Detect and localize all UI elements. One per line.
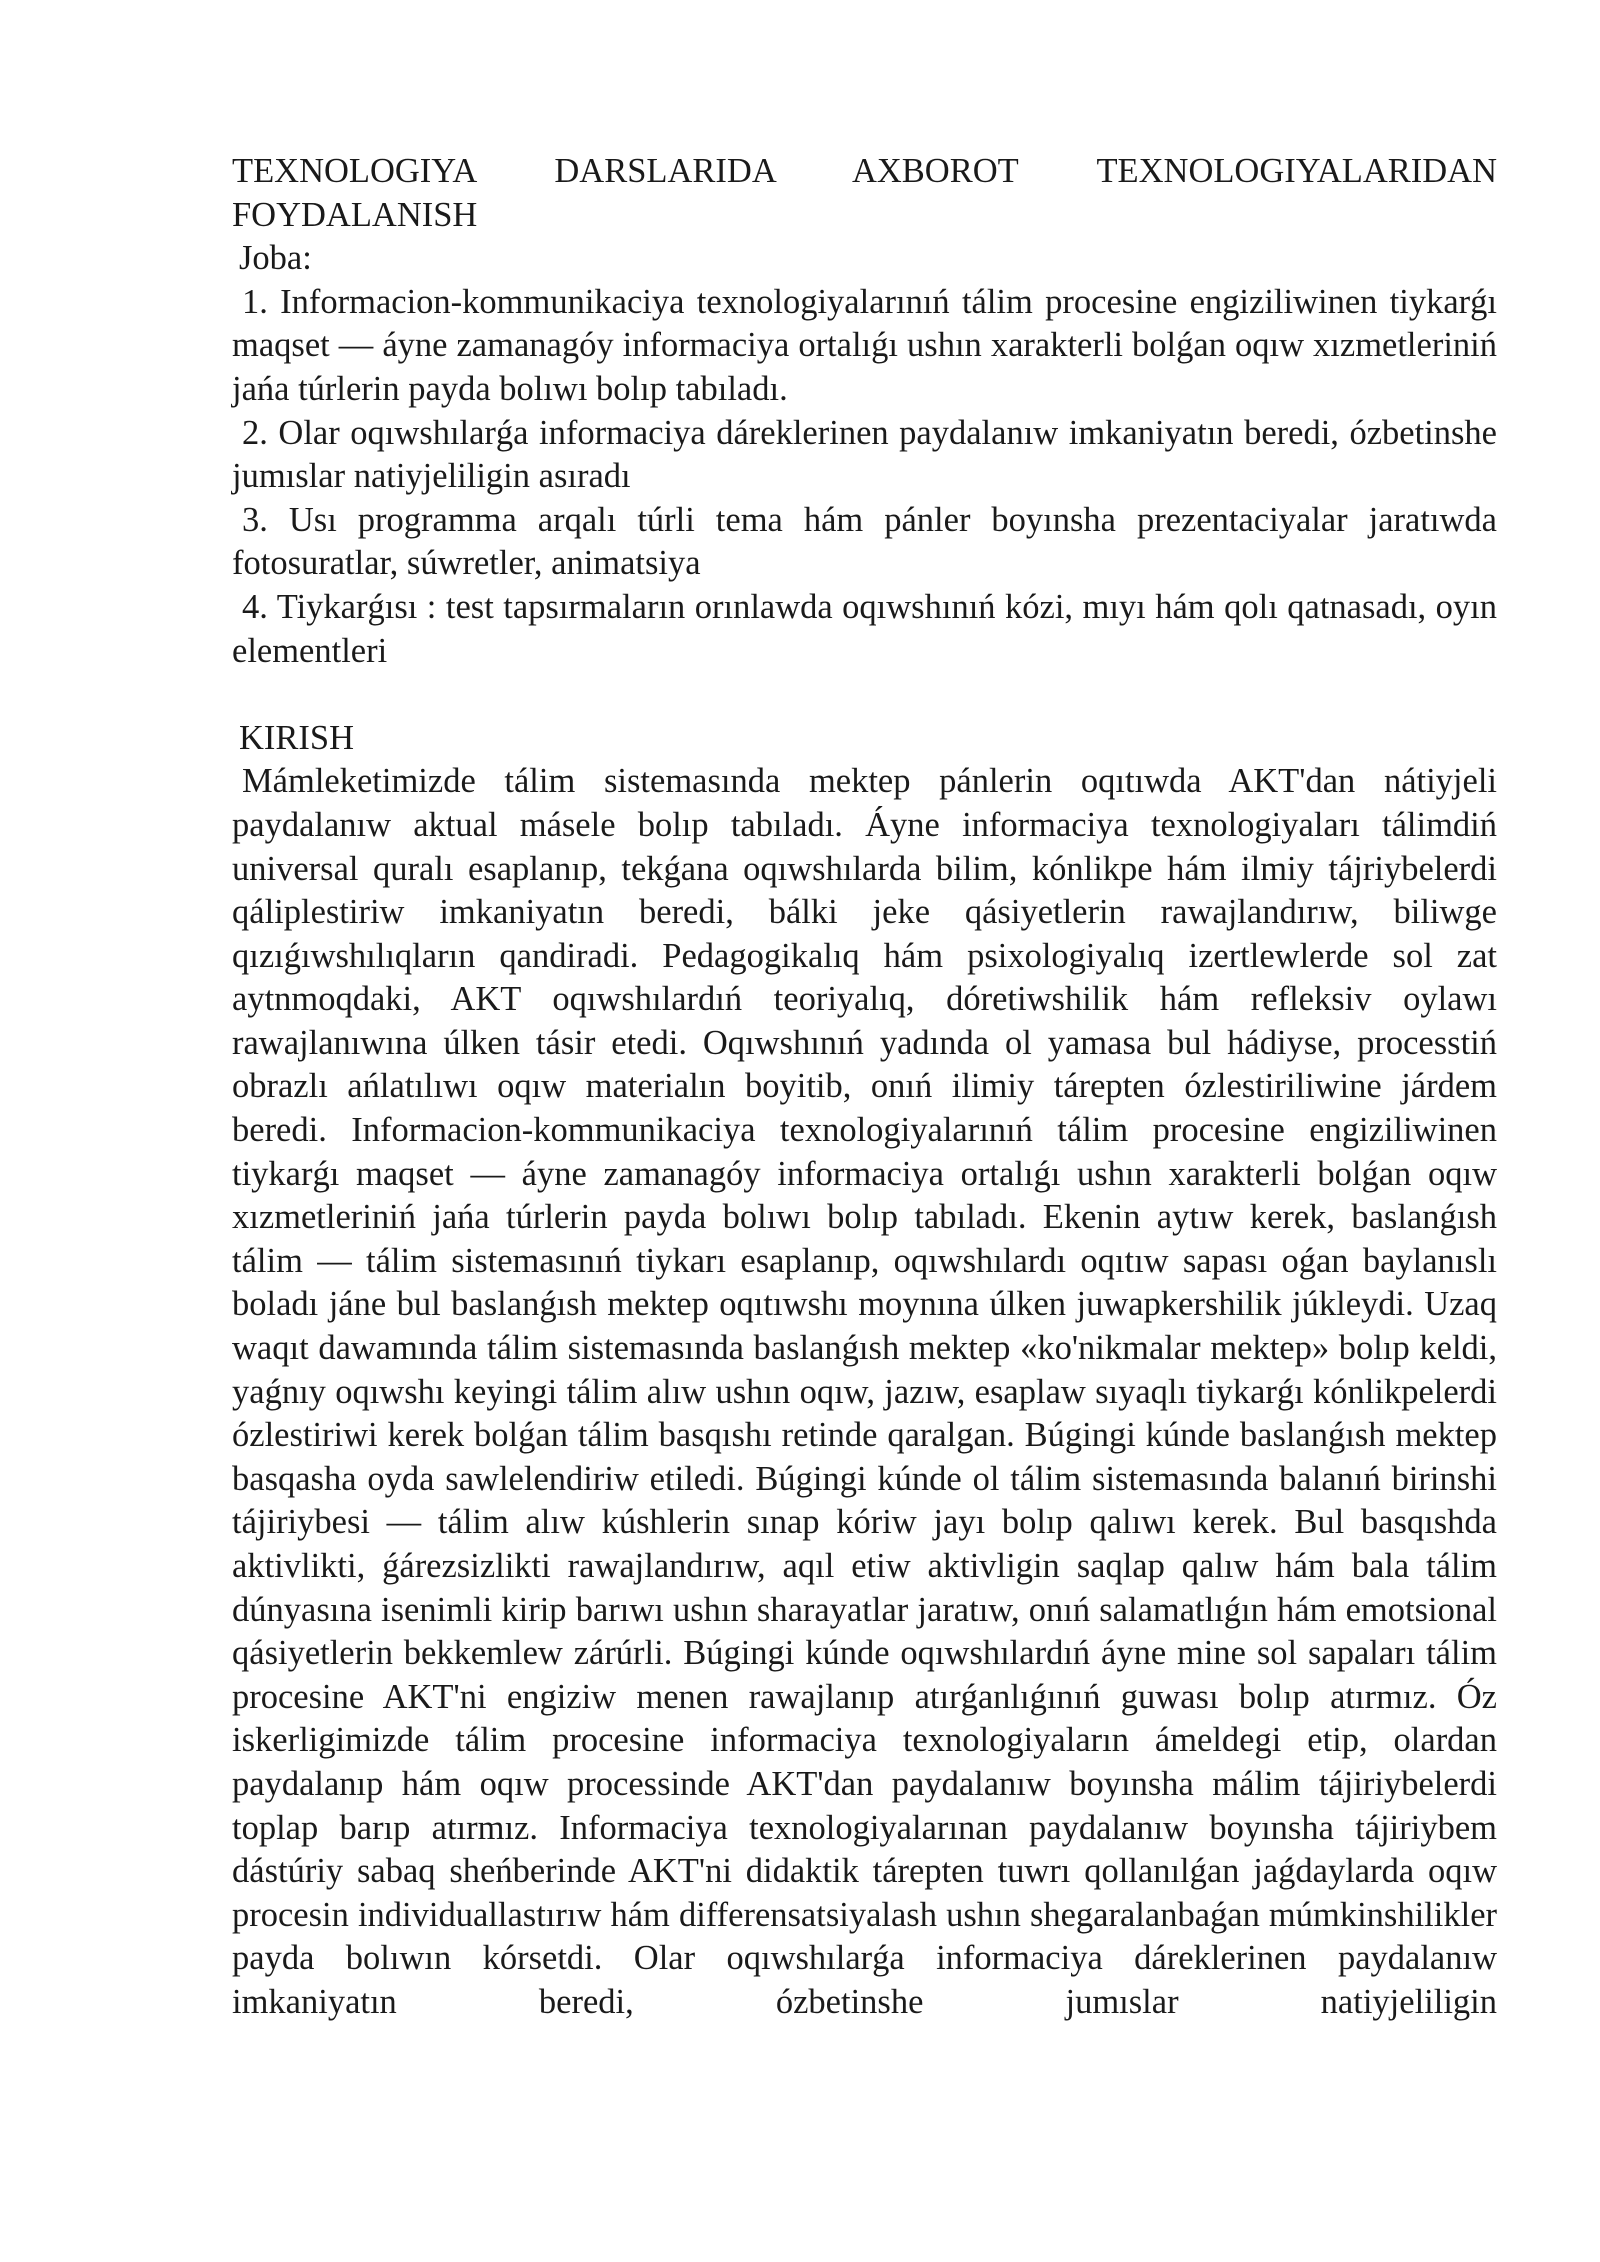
plan-item-1: 1. Informacion-kommunikaciya texnologiyalarınıń tálim procesine engiziliwinen tiykarǵı maqset — áyne zamanagóy informaciya ortalıǵı ushın xarakterli bolǵan oqıw xızmetleriniń jańa túrlerin payda bolıwı bolıp tabıladı. bbox=[232, 282, 1497, 408]
body-paragraph: Mámleketimizde tálim sistemasında mektep pánlerin oqıtıwda AKT'dan nátiyjeli paydalanıw aktual másele bolıp tabıladı. Áyne informaciya texnologiyaları tálimdiń universal quralı esaplanıp, tekǵana oqıwshılarda bilim, kónlikpe hám ilmiy tájriybelerdi qáliplestiriw imkaniyatın beredi, bálki jeke qásiyetlerin rawajlandırıw, biliwge qızıǵıwshılıqların qandiradi. Pedagogikalıq hám psixologiyalıq izertlewlerde sol zat aytnmoqdaki, AKT oqıwshılardıń teoriyalıq, dóretiwshilik hám refleksiv oylawı rawajlanıwına úlken tásir etedi. Oqıwshınıń yadında ol yamasa bul hádiyse, processtiń obrazlı ańlatılıwı oqıw materialın boyitib, onıń ilimiy tárepten ózlestiriliwine járdem beredi. Informacion-kommunikaciya texnologiyalarınıń tálim procesine engiziliwinen tiykarǵı maqset — áyne zamanagóy informaciya ortalıǵı ushın xarakterli bolǵan oqıw xızmetleriniń jańa túrlerin payda bolıwı bolıp tabıladı. Ekenin aytıw kerek, baslanǵısh tálim — tálim sistemasınıń tiykarı esaplanıp, oqıwshılardı oqıtıw sapası oǵan baylanıslı boladı jáne bul baslanǵısh mektep oqıtıwshı moynına úlken juwapkershilik júkleydi. Uzaq waqıt dawamında tálim sistemasında baslanǵısh mektep «ko'nikmalar mektep» bolıp keldi, yaǵnıy oqıwshı keyingi tálim alıw ushın oqıw, jazıw, esaplaw sıyaqlı tiykarǵı kónlikpelerdi ózlestiriwi kerek bolǵan tálim basqıshı retinde qaralgan. Búgingi kúnde baslanǵısh mektep basqasha oyda sawlelendiriw etiledi. Búgingi kúnde ol tálim sistemasında balanıń birinshi tájiriybesi — tálim alıw kúshlerin sınap kóriw jayı bolıp qalıwı kerek. Bul basqıshda aktivlikti, ǵárezsizlikti rawajlandırıw, aqıl etiw aktivligin saqlap qalıw hám bala tálim dúnyasına isenimli kirip barıwı ushın sharayatlar jaratıw, onıń salamatlıǵın hám emotsional qásiyetlerin bekkemlew zárúrli. Búgingi kúnde oqıwshılardıń áyne mine sol sapaları tálim procesine AKT'ni engiziw menen rawajlanıp atırǵanlıǵınıń guwası bolıp atırmız. Óz iskerligimizde tálim procesine informaciya texnologiyaların ámeldegi etip, olardan paydalanıp hám oqıw processinde AKT'dan paydalanıw boyınsha málim tájiriybelerdi toplap barıp atırmız. Informaciya texnologiyalarınan paydalanıw boyınsha tájiriybem dástúriy sabaq sheńberinde AKT'ni didaktik tárepten tuwrı qollanılǵan jaǵdaylarda oqıw procesin individuallastırıw hám differensatsiyalash ushın shegaralanbaǵan múmkinshilikler payda bolıwın kórsetdi. Olar oqıwshılarǵa informaciya dáreklerinen paydalanıw imkaniyatın beredi, ózbetinshe jumıslar natiyjeliligin bbox=[232, 762, 1497, 2021]
document-title bbox=[232, 150, 1497, 237]
paragraph-spacer bbox=[232, 673, 1497, 717]
section-title: KIRISH bbox=[239, 718, 355, 757]
document-page bbox=[232, 150, 1497, 2025]
plan-item-4: 4. Tiykarǵısı : test tapsırmaların orınlawda oqıwshınıń kózi, mıyı hám qolı qatnasadı, oyın elementleri bbox=[232, 587, 1497, 670]
title-line-1: TEXNOLOGIYA DARSLARIDA AXBOROT TEXNOLOGIYALARIDAN bbox=[232, 152, 1497, 190]
title-line-2: FOYDALANISH bbox=[232, 195, 478, 234]
plan-label: Joba: bbox=[239, 239, 312, 278]
plan-item-3: 3. Usı programma arqalı túrli tema hám pánler boyınsha prezentaciyalar jaratıwda fotosuratlar, súwretler, animatsiya bbox=[232, 500, 1497, 583]
plan-item-2: 2. Olar oqıwshılarǵa informaciya dáreklerinen paydalanıw imkaniyatın beredi, ózbetinshe jumıslar natiyjeliligin asıradı bbox=[232, 413, 1497, 496]
